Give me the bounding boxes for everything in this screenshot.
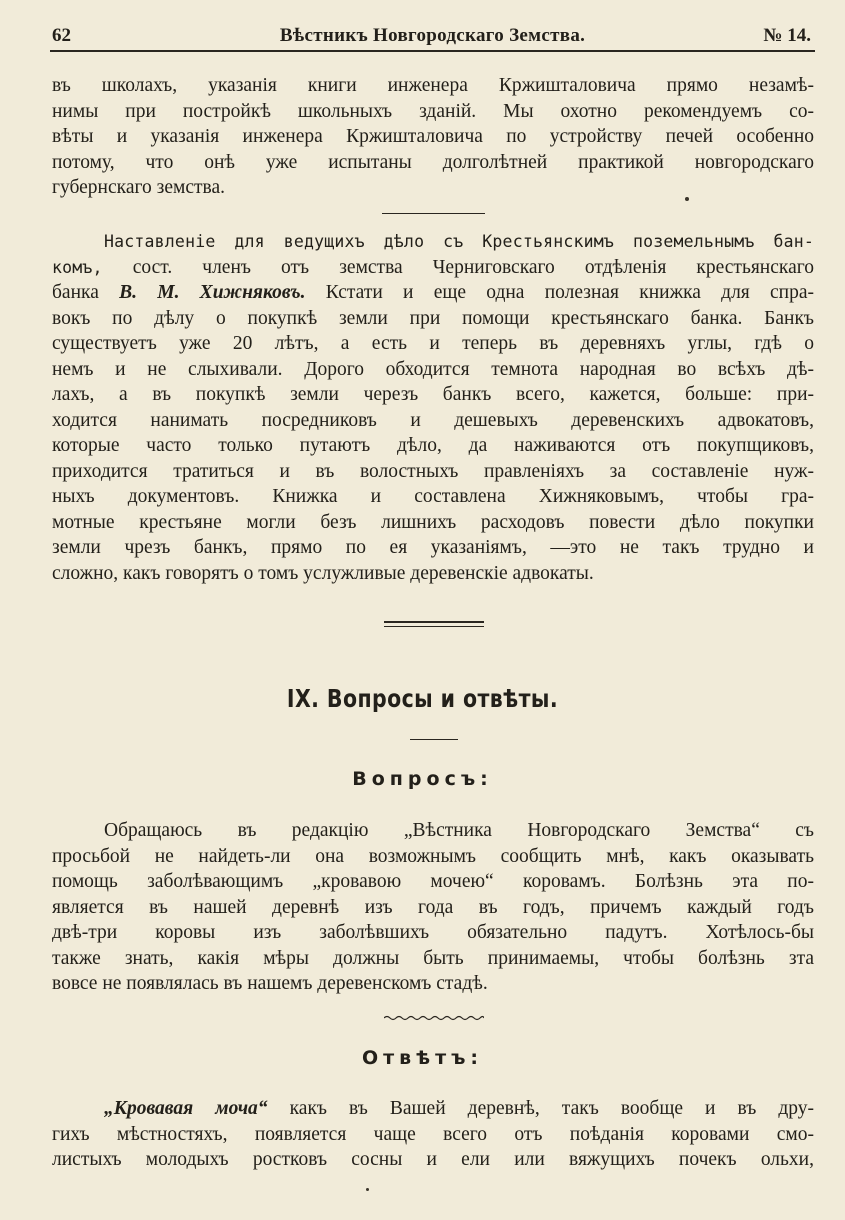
text-line: листыхъ молодыхъ ростковъ сосны и ели или вяжущихъ почекъ ольхи, [52,1149,814,1170]
text-line: комъ, сост. членъ отъ земства Черниговскаго отдѣленія крестьянскаго [52,256,814,278]
book-title: Наставленіе для ведущихъ дѣло съ Крестьянскимъ поземельнымъ бан- [104,232,814,251]
text-line: банка В. М. Хижняковъ. Кстати и еще одна полезная книжка для спра- [52,282,814,303]
text-line: ходится нанимать посредниковъ и дешевыхъ деревенскихъ адвокатовъ, [52,409,814,431]
book-title-continued: комъ, [52,257,103,277]
print-speck [685,197,689,201]
text-line: губернскаго земства. [52,177,225,198]
text-line: потому, что онѣ уже испытаны долголѣтней практикой новгородскаго [52,151,814,173]
text-line: немъ и не слыхивали. Дорого обходится темнота народная во всѣхъ дѣ- [52,358,814,380]
double-rule-bottom [384,626,484,627]
wavy-divider [384,1014,484,1022]
paragraph-answer [52,1096,814,1173]
text-line: земли чрезъ банкъ, прямо по ея указаніямъ, —это не такъ трудно и [52,537,814,558]
text-line: Обращаюсь въ редакцію „Вѣстника Новгородскаго Земства“ съ [104,820,814,841]
text-line: также знать, какія мѣры должны быть принимаемы, чтобы болѣзнь зта [52,947,814,969]
text-line [52,229,814,255]
section-title: IX. Вопросы и отвѣты. [286,684,559,713]
text-line: сложно, какъ говорятъ о томъ услужливые деревенскіе адвокаты. [52,562,594,584]
text-line: вокъ по дѣлу о покупкѣ земли при помощи крестьянскаго банка. Банкъ [52,307,814,329]
text-line: существуетъ уже 20 лѣтъ, а есть и теперь въ деревняхъ углы, гдѣ о [52,333,814,354]
book-author: В. М. Хижняковъ. [119,282,306,303]
title-underline [410,739,458,740]
text-line: лахъ, а въ покупкѣ земли черезъ банкъ всего, кажется, больше: при- [52,384,814,405]
text-line: вѣты и указанія инженера Кржишталовича по устройству печей особенно [52,126,814,147]
paragraph-school-buildings [52,73,814,201]
answer-heading: Отвѣтъ: [361,1047,484,1069]
text-line: приходится тратиться и въ волостныхъ правленіяхъ за составленіе нуж- [52,460,814,482]
question-heading: Вопросъ: [352,768,493,790]
paragraph-book-review [52,229,814,586]
paragraph-question [52,818,814,997]
text-line: которые часто только путаютъ дѣло, да наживаются отъ покупщиковъ, [52,435,814,456]
text-line: является въ нашей деревнѣ изъ года въ годъ, причемъ каждый годъ [52,896,814,918]
answer-term: „Кровавая моча“ [104,1098,268,1119]
running-head [50,22,815,52]
text-line: въ школахъ, указанія книги инженера Кржишталовича прямо незамѣ- [52,75,814,96]
page-number: 62 [52,25,71,46]
print-speck [366,1188,369,1191]
text-line: вовсе не появлялась въ нашемъ деревенскомъ стадѣ. [52,973,488,994]
header-rule [50,50,815,52]
text-line: „Кровавая моча“ какъ въ Вашей деревнѣ, такъ вообще и въ дру- [104,1098,814,1119]
double-rule-top [384,621,484,623]
text-line: помощь заболѣвающимъ „кровавою мочею“ коровамъ. Болѣзнь эта по- [52,871,814,892]
text-line: нимы при постройкѣ школьныхъ зданій. Мы охотно рекомендуемъ со- [52,100,814,122]
text-line: просьбой не найдеть-ли она возможнымъ сообщить мнѣ, какъ оказывать [52,845,814,867]
text-line: ныхъ документовъ. Книжка и составлена Хижняковымъ, чтобы гра- [52,486,814,507]
text-line: мотные крестьяне могли безъ лишнихъ расходовъ повести дѣло покупки [52,511,814,533]
issue-number: № 14. [763,25,811,46]
section-divider [382,213,485,214]
text-line: гихъ мѣстностяхъ, появляется чаще всего отъ поѣданія коровами смо- [52,1123,814,1145]
text-line: двѣ-три коровы изъ заболѣвшихъ обязательно падутъ. Хотѣлось-бы [52,922,814,943]
journal-title: Вѣстникъ Новгородскаго Земства. [279,25,586,46]
